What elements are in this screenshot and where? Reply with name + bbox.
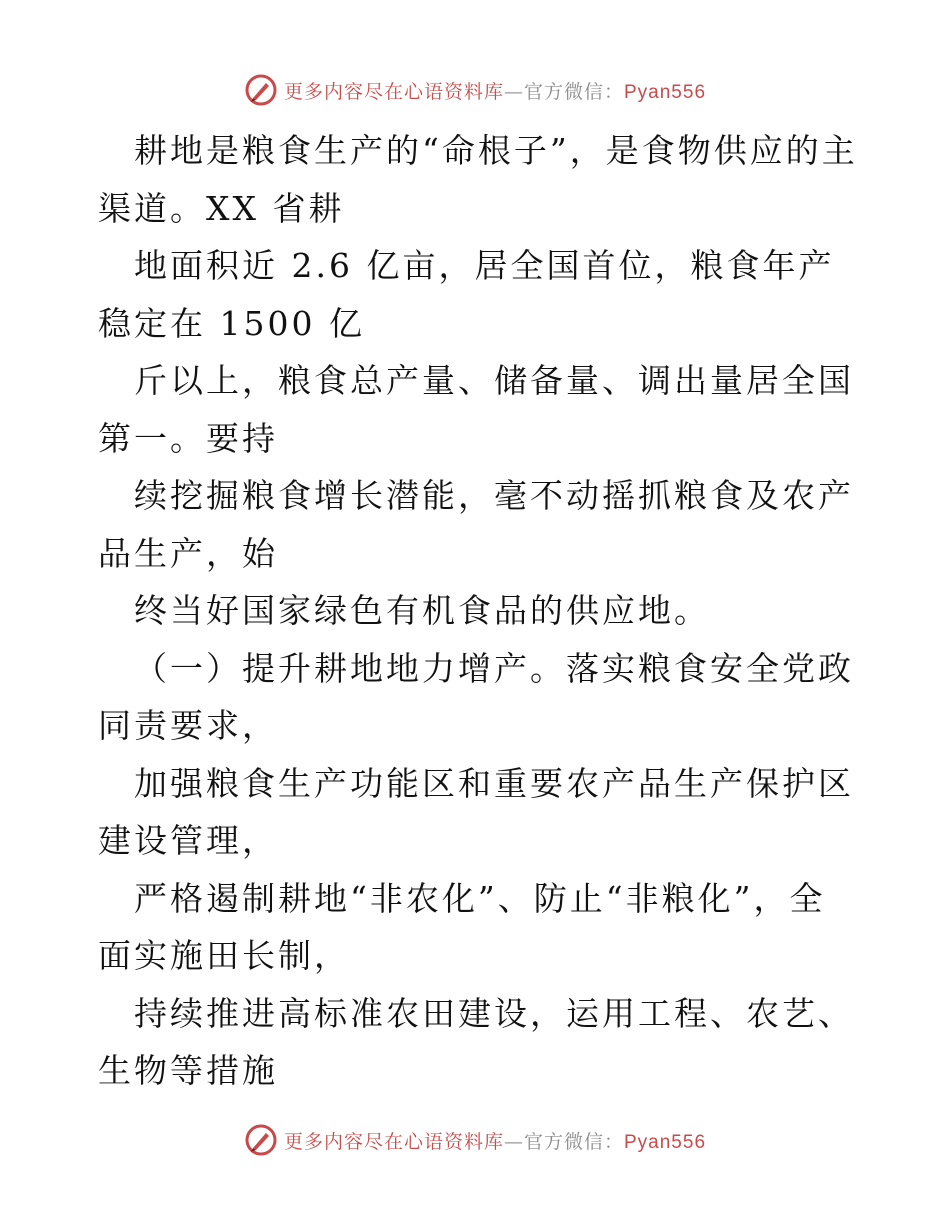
watermark-text	[284, 77, 706, 104]
watermark-id: Pyan556	[624, 81, 707, 103]
footer-watermark	[0, 1120, 950, 1160]
paragraph: 耕地是粮食生产的“命根子”，是食物供应的主渠道。XX 省耕	[98, 131, 858, 228]
watermark-dash: —	[503, 1130, 524, 1153]
header-watermark	[0, 70, 950, 110]
watermark-text	[284, 1127, 706, 1154]
pen-logo-icon	[244, 73, 278, 107]
paragraph: 终当好国家绿色有机食品的供应地。	[134, 591, 710, 630]
pen-logo-icon	[244, 1123, 278, 1157]
watermark-sub: 官方微信：	[523, 80, 624, 103]
paragraph: 斤以上，粮食总产量、储备量、调出量居全国第一。要持	[98, 361, 854, 458]
watermark-sub: 官方微信：	[523, 1130, 624, 1153]
paragraph: 地面积近 2.6 亿亩，居全国首位，粮食年产稳定在 1500 亿	[98, 246, 835, 343]
watermark-main: 更多内容尽在心语资料库	[283, 1130, 504, 1153]
paragraph: 加强粮食生产功能区和重要农产品生产保护区建设管理，	[98, 763, 854, 860]
paragraph: 持续推进高标准农田建设，运用工程、农艺、生物等措施	[98, 993, 854, 1090]
paragraph: 续挖掘粮食增长潜能，毫不动摇抓粮食及农产品生产，始	[98, 476, 854, 573]
paragraph: （一）提升耕地地力增产。落实粮食安全党政同责要求，	[98, 648, 854, 745]
watermark-dash: —	[503, 80, 524, 103]
watermark-id: Pyan556	[624, 1131, 707, 1153]
document-body	[98, 122, 858, 1100]
watermark-main: 更多内容尽在心语资料库	[283, 80, 504, 103]
paragraph: 严格遏制耕地“非农化”、防止“非粮化”，全面实施田长制，	[98, 878, 826, 975]
